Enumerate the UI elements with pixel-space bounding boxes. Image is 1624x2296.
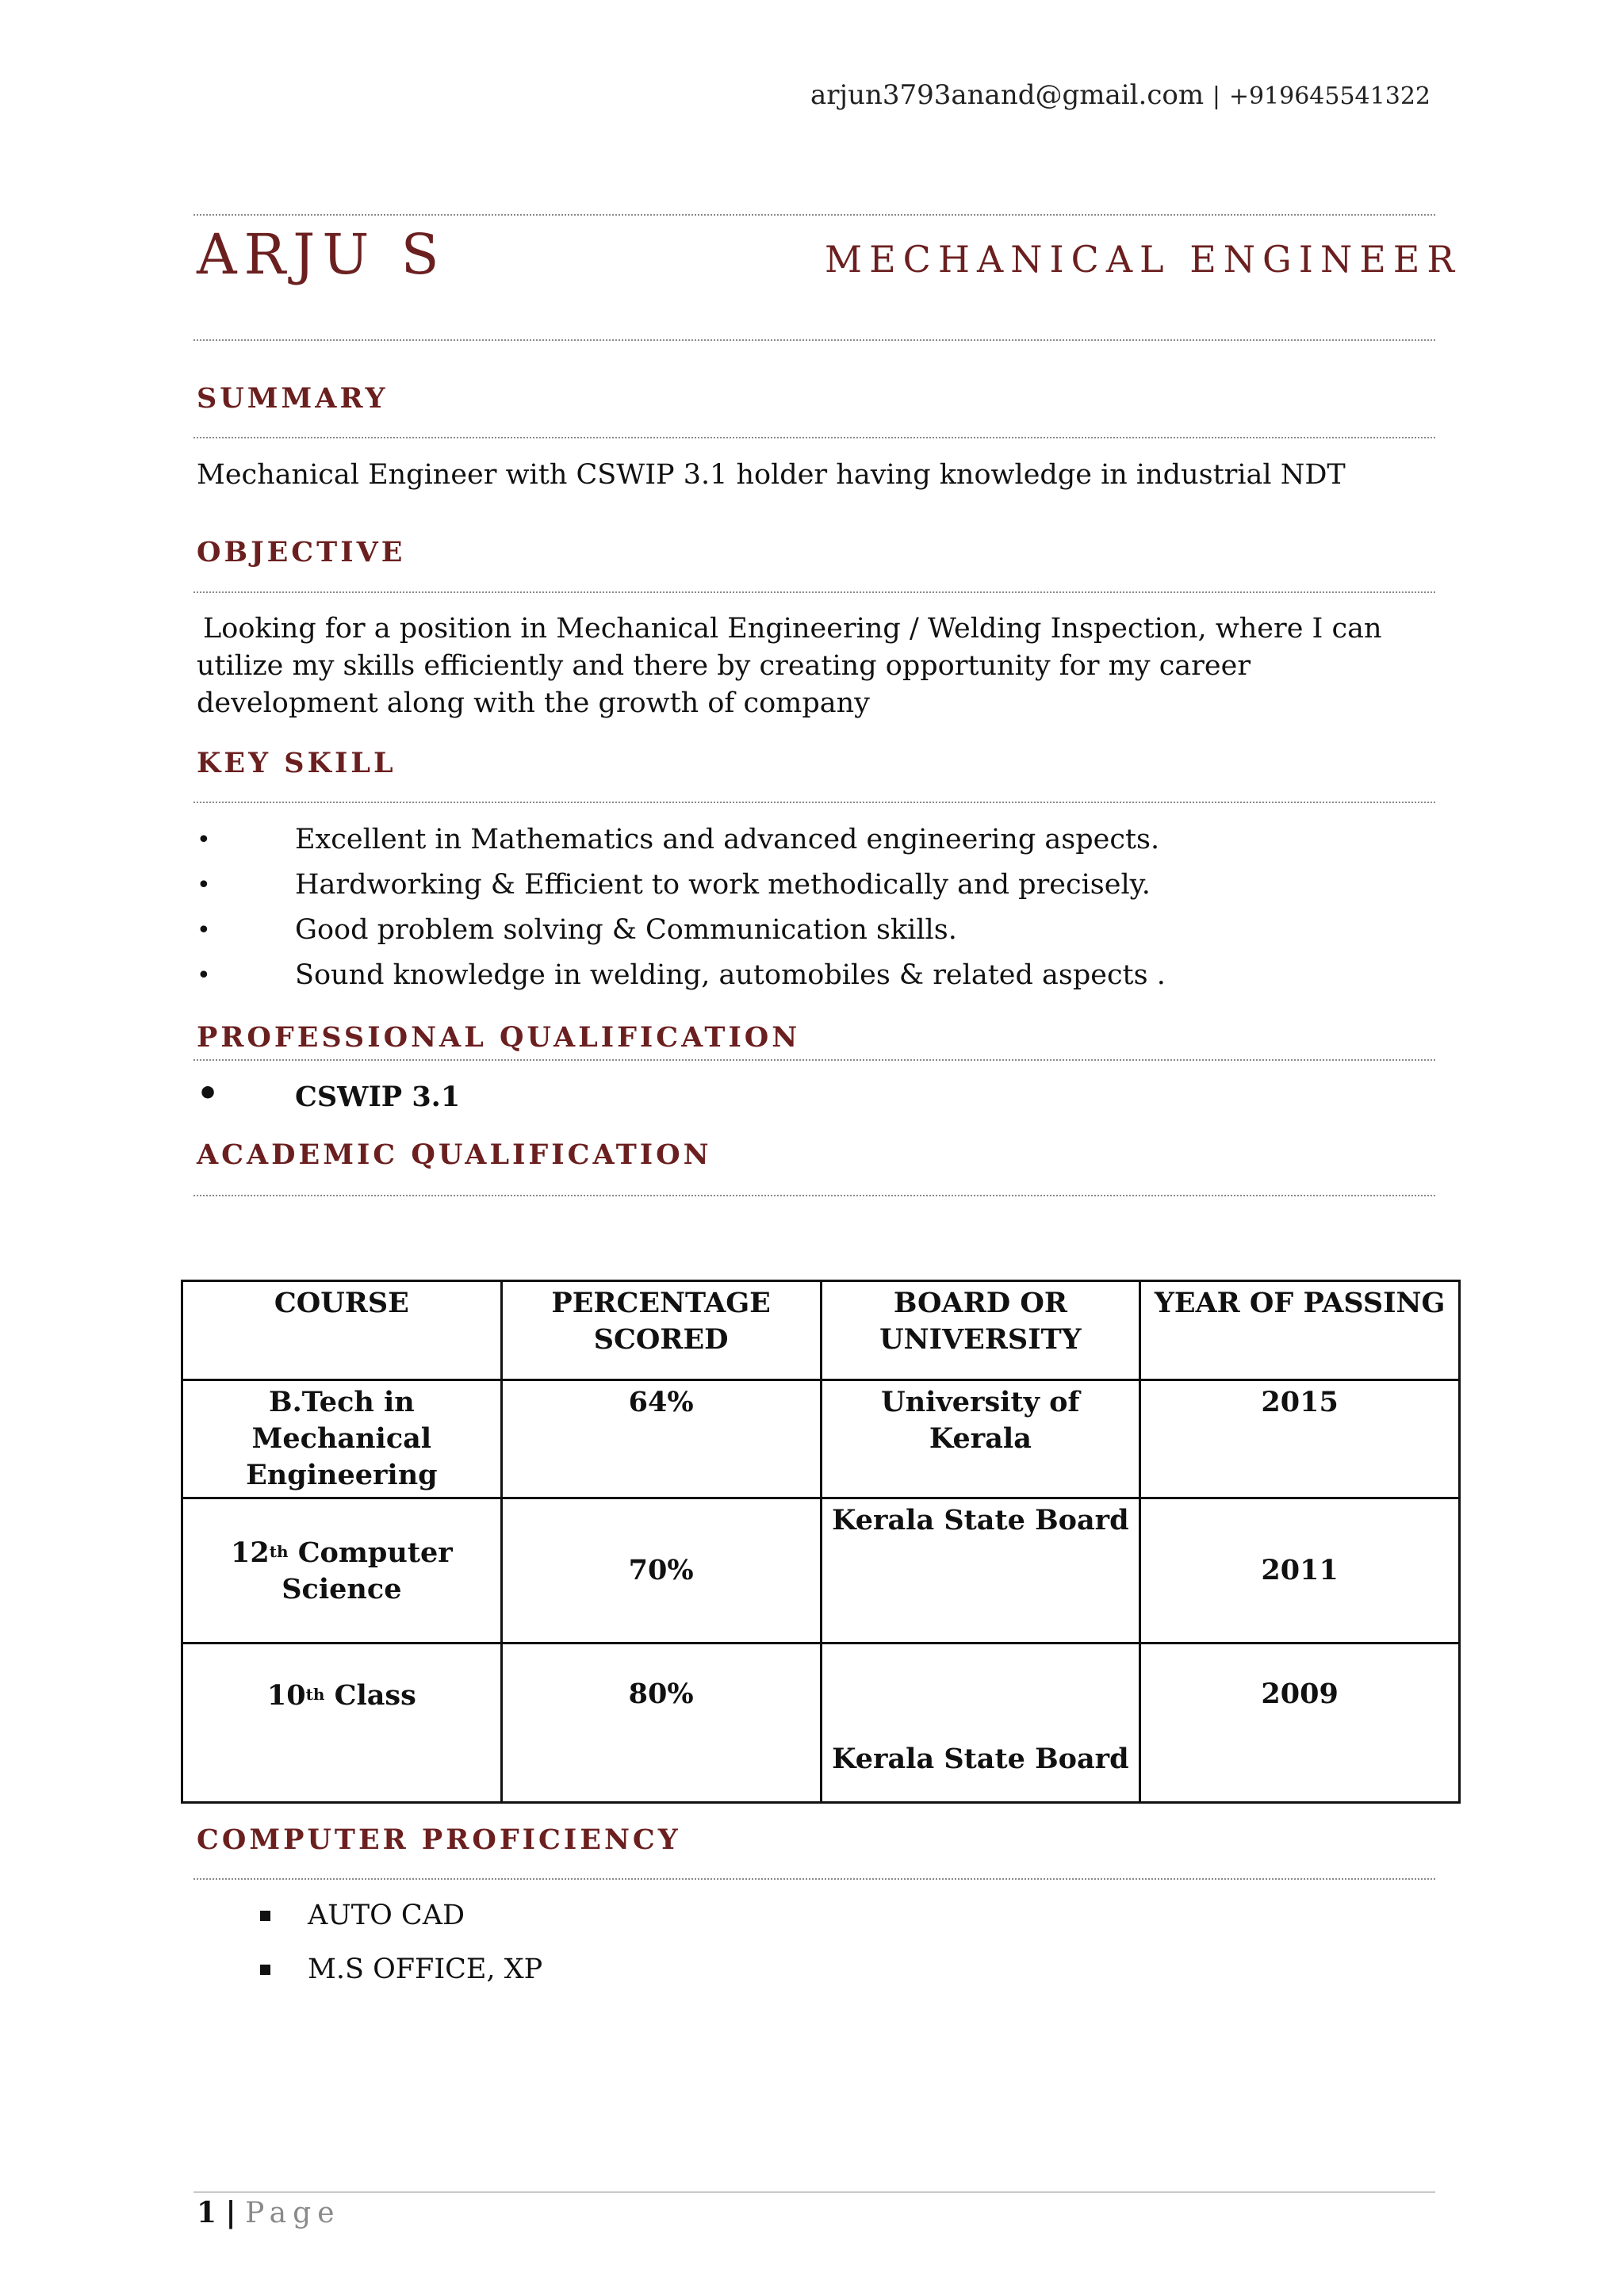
- job-title: MECHANICAL ENGINEER: [825, 238, 1462, 281]
- key-skill-heading: KEY SKILL: [197, 747, 396, 779]
- divider: [193, 1195, 1435, 1196]
- divider: [193, 1059, 1435, 1061]
- year-cell: 2015: [1140, 1380, 1460, 1498]
- divider: [193, 339, 1435, 341]
- bullet-icon: •: [197, 871, 211, 899]
- course-cell: B.Tech in Mechanical Engineering: [182, 1380, 502, 1498]
- course-cell: 10th Class: [182, 1644, 502, 1803]
- percentage-cell: 70%: [501, 1498, 821, 1644]
- divider: [193, 437, 1435, 438]
- professional-qualification-list: [197, 1074, 460, 1119]
- table-row: [182, 1498, 1460, 1644]
- page-label: Page: [245, 2197, 341, 2229]
- board-cell: Kerala State Board: [821, 1498, 1140, 1644]
- board-cell: University of Kerala: [821, 1380, 1140, 1498]
- contact-separator: |: [1212, 82, 1220, 110]
- list-item: • Sound knowledge in welding, automobiles & related aspects .: [197, 953, 1166, 998]
- bullet-icon: •: [197, 916, 211, 944]
- computer-proficiency-heading: COMPUTER PROFICIENCY: [197, 1823, 681, 1856]
- square-bullet-icon: [260, 1965, 270, 1975]
- bullet-icon: •: [197, 1073, 220, 1114]
- column-header: BOARD OR UNIVERSITY: [821, 1281, 1140, 1380]
- column-header: PERCENTAGE SCORED: [501, 1281, 821, 1380]
- course-cell: 12th Computer Science: [182, 1498, 502, 1644]
- divider: [193, 591, 1435, 593]
- list-item: AUTO CAD: [260, 1888, 542, 1942]
- list-item: M.S OFFICE, XP: [260, 1942, 542, 1996]
- bullet-icon: •: [197, 826, 211, 854]
- divider: [193, 1878, 1435, 1880]
- contact-line: [810, 79, 1431, 111]
- square-bullet-icon: [260, 1911, 270, 1921]
- year-cell: 2009: [1140, 1644, 1460, 1803]
- column-header: COURSE: [182, 1281, 502, 1380]
- computer-proficiency-list: [260, 1888, 542, 1996]
- bullet-icon: •: [197, 962, 211, 989]
- table-row: [182, 1380, 1460, 1498]
- divider: [193, 214, 1435, 216]
- professional-qualification-heading: PROFESSIONAL QUALIFICATION: [197, 1021, 801, 1054]
- objective-heading: OBJECTIVE: [197, 536, 406, 568]
- footer-separator: |: [225, 2196, 236, 2229]
- email-text: arjun3793anand@gmail.com: [810, 79, 1205, 111]
- page-number: 1: [197, 2196, 217, 2229]
- table-header-row: [182, 1281, 1460, 1380]
- page-footer: [197, 2196, 341, 2229]
- academic-qualification-heading: ACADEMIC QUALIFICATION: [197, 1138, 712, 1171]
- list-item: • Hardworking & Efficient to work methodically and precisely.: [197, 863, 1166, 908]
- table-row: [182, 1644, 1460, 1803]
- academic-table: [181, 1280, 1461, 1804]
- list-item: • Good problem solving & Communication skills.: [197, 908, 1166, 953]
- board-cell: Kerala State Board: [821, 1644, 1140, 1803]
- list-item: • CSWIP 3.1: [197, 1074, 460, 1119]
- key-skill-list: [197, 817, 1166, 998]
- list-item: • Excellent in Mathematics and advanced engineering aspects.: [197, 817, 1166, 863]
- candidate-name: ARJU S: [197, 222, 446, 287]
- year-cell: 2011: [1140, 1498, 1460, 1644]
- summary-text: Mechanical Engineer with CSWIP 3.1 holder having knowledge in industrial NDT: [197, 459, 1346, 491]
- percentage-cell: 80%: [501, 1644, 821, 1803]
- divider: [193, 802, 1435, 803]
- footer-divider: [193, 2191, 1435, 2193]
- phone-text: +919645541322: [1228, 82, 1431, 110]
- objective-text: Looking for a position in Mechanical Engineering / Welding Inspection, where I can utilize my skills efficiently and there by creating opportunity for my career development along with the growth of company: [197, 613, 1382, 719]
- column-header: YEAR OF PASSING: [1140, 1281, 1460, 1380]
- summary-heading: SUMMARY: [197, 382, 389, 415]
- percentage-cell: 64%: [501, 1380, 821, 1498]
